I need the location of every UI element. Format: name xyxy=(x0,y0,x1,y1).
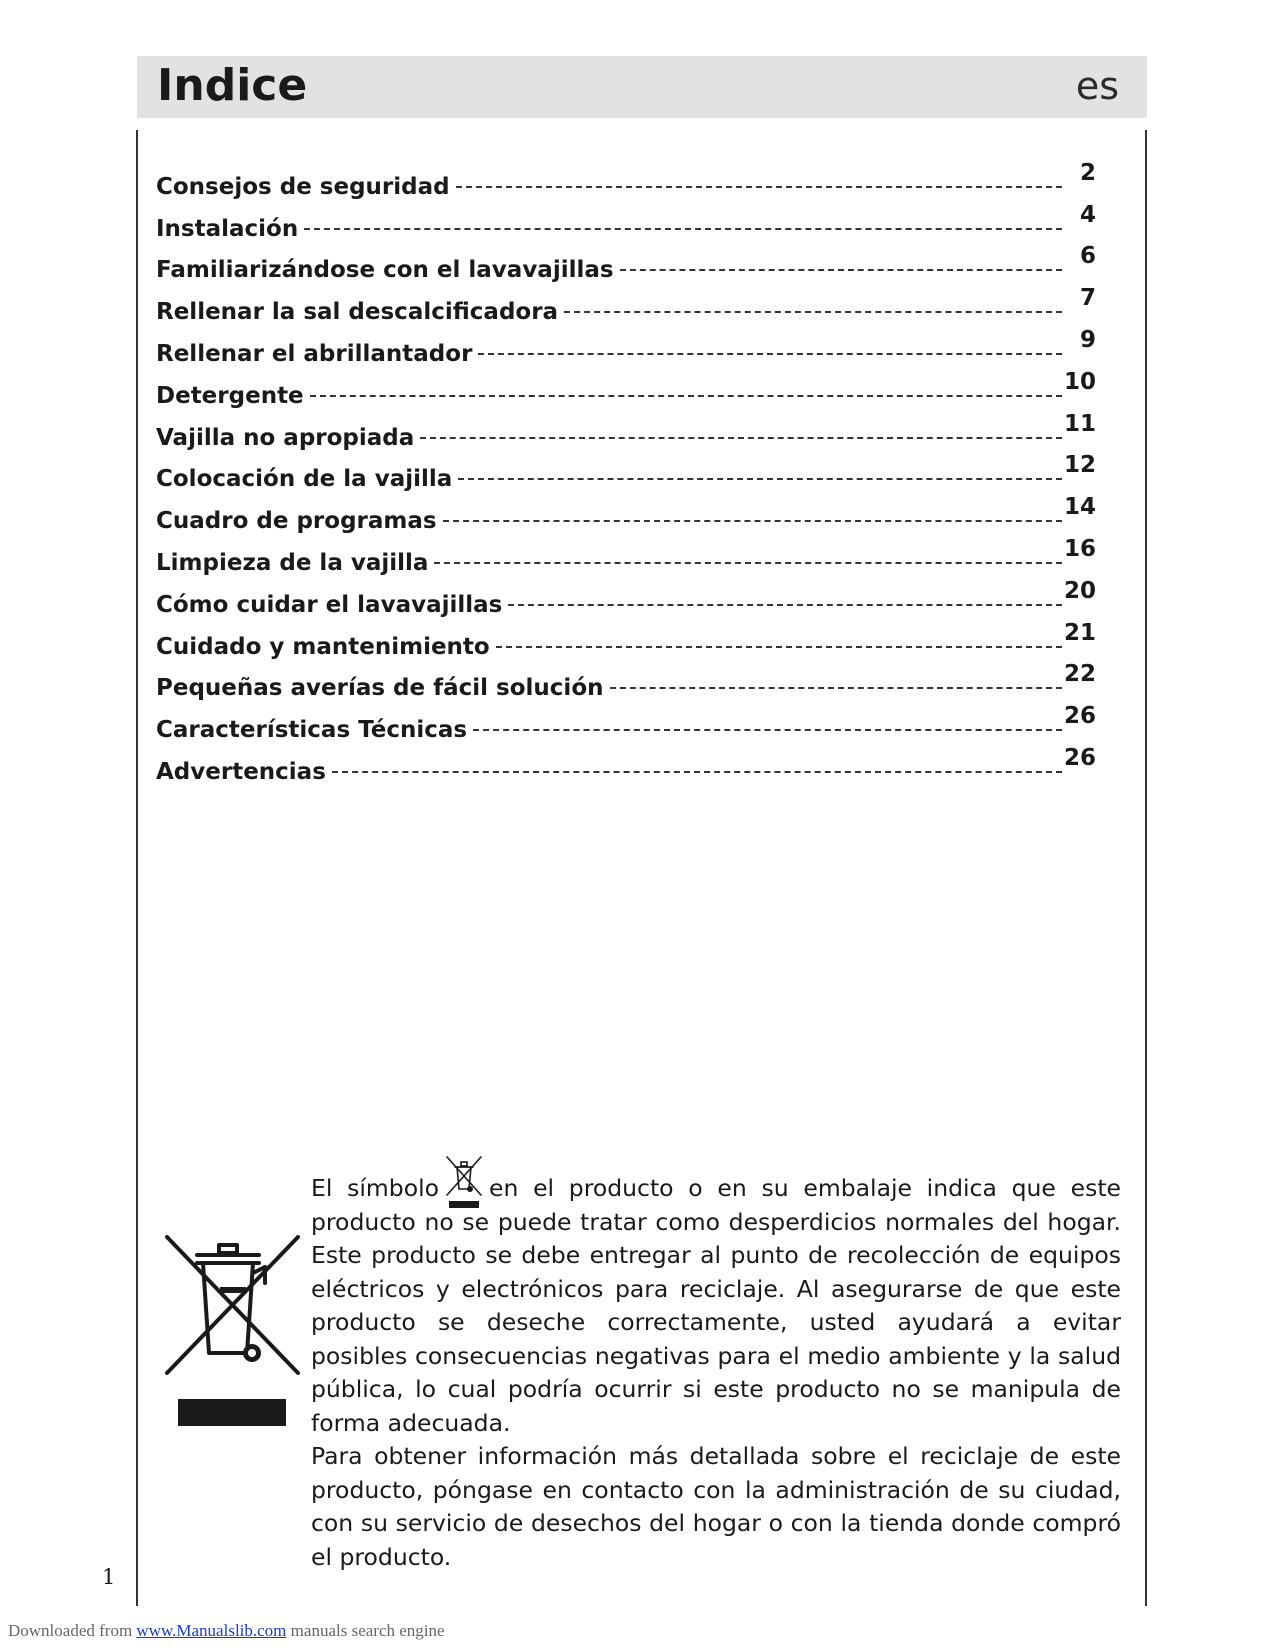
toc-entry-label: Rellenar la sal descalcificadora xyxy=(156,299,559,326)
dot-leader xyxy=(456,186,1062,188)
toc-entry xyxy=(156,367,1096,409)
page-number: 1 xyxy=(102,1565,116,1589)
weee-inline-icon xyxy=(443,1169,485,1202)
toc-entry-page: 12 xyxy=(1063,452,1096,479)
toc-entry-label: Cuadro de programas xyxy=(156,508,437,535)
toc-entry-page: 22 xyxy=(1063,661,1096,688)
toc-entry-page: 9 xyxy=(1079,326,1096,353)
footer-suffix: manuals search engine xyxy=(290,1621,445,1640)
toc-entry-page: 14 xyxy=(1063,494,1096,521)
toc-entry xyxy=(156,492,1096,534)
toc-entry xyxy=(156,242,1096,284)
toc-entry xyxy=(156,158,1096,200)
dot-leader xyxy=(420,437,1062,439)
dot-leader xyxy=(620,269,1062,271)
toc-entry-label: Advertencias xyxy=(156,758,326,785)
toc-entry xyxy=(156,618,1096,660)
toc-entry-label: Instalación xyxy=(156,215,299,242)
notice-paragraph-2: Para obtener información más detallada sobre el reciclaje de este producto, póngase en contacto con la administración de su ciudad, con su servicio de desechos del hogar o con la tienda donde compró el producto. xyxy=(311,1442,1121,1571)
dot-leader xyxy=(443,520,1062,522)
toc-entry xyxy=(156,200,1096,242)
dot-leader xyxy=(478,353,1062,355)
toc-entry-label: Características Técnicas xyxy=(156,717,468,744)
dot-leader xyxy=(610,687,1063,689)
toc-entry-label: Familiarizándose con el lavavajillas xyxy=(156,257,614,284)
download-footer xyxy=(8,1621,445,1641)
dot-leader xyxy=(310,395,1062,397)
dot-leader xyxy=(496,646,1062,648)
toc-entry-label: Limpieza de la vajilla xyxy=(156,549,429,576)
toc-entry-page: 6 xyxy=(1079,243,1096,270)
toc-entry-page: 26 xyxy=(1063,703,1096,730)
weee-crossed-bin-icon xyxy=(165,1235,300,1375)
table-of-contents xyxy=(156,158,1096,785)
toc-entry-label: Detergente xyxy=(156,382,304,409)
left-margin-rule xyxy=(136,130,138,1606)
toc-entry-label: Vajilla no apropiada xyxy=(156,424,415,451)
toc-entry xyxy=(156,576,1096,618)
toc-entry xyxy=(156,283,1096,325)
toc-entry xyxy=(156,534,1096,576)
toc-entry xyxy=(156,451,1096,493)
toc-entry xyxy=(156,409,1096,451)
toc-entry-page: 20 xyxy=(1063,577,1096,604)
dot-leader xyxy=(434,562,1062,564)
dot-leader xyxy=(564,311,1062,313)
right-margin-rule xyxy=(1145,130,1147,1606)
recycling-notice xyxy=(311,1169,1121,1574)
toc-entry-page: 11 xyxy=(1063,410,1096,437)
dot-leader xyxy=(332,771,1062,773)
notice-text-before-icon: El símbolo xyxy=(311,1174,439,1202)
toc-entry-label: Colocación de la vajilla xyxy=(156,466,453,493)
header-bar xyxy=(137,56,1147,118)
toc-entry-page: 2 xyxy=(1079,159,1096,186)
dot-leader xyxy=(508,604,1062,606)
toc-entry-label: Pequeñas averías de fácil solución xyxy=(156,675,604,702)
page-title: Indice xyxy=(157,60,308,111)
toc-entry-label: Rellenar el abrillantador xyxy=(156,340,473,367)
dot-leader xyxy=(304,228,1062,230)
toc-entry-label: Cómo cuidar el lavavajillas xyxy=(156,591,503,618)
dot-leader xyxy=(473,729,1062,731)
toc-entry xyxy=(156,325,1096,367)
toc-entry-label: Consejos de seguridad xyxy=(156,173,450,200)
toc-entry-page: 7 xyxy=(1079,285,1096,312)
footer-prefix: Downloaded from xyxy=(8,1621,133,1640)
manualslib-link[interactable]: www.Manualslib.com xyxy=(136,1621,287,1640)
dot-leader xyxy=(458,478,1062,480)
weee-black-bar xyxy=(178,1399,286,1426)
toc-entry-page: 21 xyxy=(1063,619,1096,646)
toc-entry xyxy=(156,701,1096,743)
notice-text-after-icon: en el producto o en su embalaje indica que este producto no se puede tratar como desperdicios normales del hogar. Este producto se debe entregar al punto de recolección de equipos eléctricos y electrónicos para reciclaje. Al asegurarse de que este producto se deseche correctamente, usted ayudará a evitar posibles consecuencias negativas para el medio ambiente y la salud pública, lo cual podría ocurrir si este producto no se manipula de forma adecuada. xyxy=(311,1174,1121,1437)
toc-entry xyxy=(156,743,1096,785)
toc-entry-label: Cuidado y mantenimiento xyxy=(156,633,490,660)
toc-entry-page: 16 xyxy=(1063,535,1096,562)
language-code: es xyxy=(1075,64,1119,108)
notice-paragraph-1 xyxy=(311,1169,1121,1440)
toc-entry-page: 4 xyxy=(1079,201,1096,228)
toc-entry-page: 26 xyxy=(1063,744,1096,771)
toc-entry-page: 10 xyxy=(1063,368,1096,395)
toc-entry xyxy=(156,660,1096,702)
